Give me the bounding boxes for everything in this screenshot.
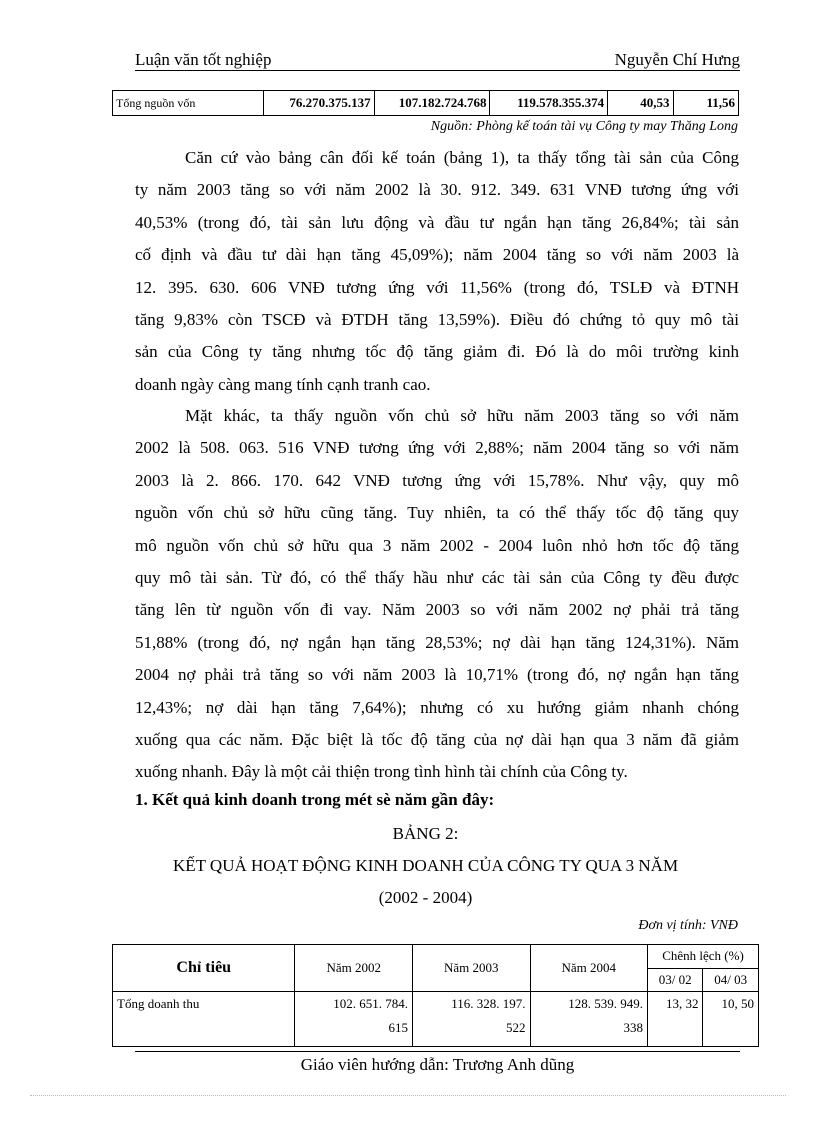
table-title: KẾT QUẢ HOẠT ĐỘNG KINH DOANH CỦA CÔNG TY QUA 3 NĂM bbox=[172, 856, 679, 875]
paragraph-1-line: sản của Công ty tăng nhưng tốc độ tăng giảm đi. Đó là do môi trường kinh bbox=[135, 342, 739, 362]
table-header-row bbox=[113, 945, 759, 969]
col-2003: Năm 2003 bbox=[412, 945, 530, 992]
diff-03-02: 40,53 bbox=[608, 91, 673, 116]
revenue-2002 bbox=[295, 992, 413, 1047]
paragraph-1-line: tăng 9,83% còn TSCĐ và ĐTDH tăng 13,59%). Điều đó chứng tỏ quy mô tài bbox=[135, 309, 739, 329]
paragraph-2-line: tăng lên từ nguồn vốn đi vay. Năm 2003 so với năm 2002 nợ phải trả tăng bbox=[135, 600, 739, 620]
revenue-2002-part: 615 bbox=[388, 1020, 408, 1035]
paragraph-2-line: nguồn vốn chủ sở hữu cũng tăng. Tuy nhiên, ta có thể thấy tốc độ tăng quy bbox=[135, 503, 739, 523]
paragraph-1-line: cố định và đầu tư dài hạn tăng 45,09%); năm 2004 tăng so với năm 2003 là bbox=[135, 245, 739, 265]
paragraph-1 bbox=[135, 142, 739, 401]
col-2002: Năm 2002 bbox=[295, 945, 413, 992]
paragraph-2-line: Mặt khác, ta thấy nguồn vốn chủ sở hữu năm 2003 tăng so với năm bbox=[185, 406, 739, 425]
revenue-2004 bbox=[530, 992, 648, 1047]
revenue-2002-part: 102. 651. 784. bbox=[333, 996, 408, 1011]
table-row bbox=[113, 992, 759, 1047]
table-row bbox=[113, 91, 739, 116]
paragraph-2-line: 2002 là 508. 063. 516 VNĐ tương ứng với 2,88%; năm 2004 tăng so với năm bbox=[135, 438, 739, 458]
revenue-2004-part: 338 bbox=[623, 1020, 644, 1035]
diff-04-03: 11,56 bbox=[673, 91, 738, 116]
unit-note: Đơn vị tính: VNĐ bbox=[638, 918, 738, 933]
paragraph-2-line: 2004 nợ phải trả tăng so với năm 2003 là 10,71% (trong đó, nợ ngắn hạn tăng bbox=[135, 665, 739, 685]
value-2003: 107.182.724.768 bbox=[374, 91, 490, 116]
page-edge-divider bbox=[30, 1095, 786, 1096]
paragraph-2-line: mô nguồn vốn chủ sở hữu qua 3 năm 2002 - 2004 luôn nhỏ hơn tốc độ tăng bbox=[135, 535, 739, 555]
paragraph-2-line: quy mô tài sản. Từ đó, có thể thấy hầu như các tài sản của Công ty đều được bbox=[135, 567, 739, 587]
paragraph-1-line: Căn cứ vào bảng cân đối kế toán (bảng 1), ta thấy tổng tài sản của Công bbox=[185, 148, 739, 167]
paragraph-2-line: xuống nhanh. Đây là một cải thiện trong tình hình tài chính của Công ty. bbox=[135, 762, 628, 782]
paragraph-2-line: xuống qua các năm. Đặc biệt là tốc độ tăng của nợ dài hạn qua 3 năm đã giảm bbox=[135, 729, 739, 749]
header-author: Nguyễn Chí Hưng bbox=[614, 50, 740, 69]
footer-divider bbox=[135, 1051, 740, 1052]
table-years: (2002 - 2004) bbox=[378, 888, 473, 907]
value-2004: 119.578.355.374 bbox=[490, 91, 608, 116]
col-diff-03-02: 03/ 02 bbox=[648, 968, 703, 992]
paragraph-2-line: 2003 là 2. 866. 170. 642 VNĐ tương ứng với 15,78%. Như vậy, quy mô bbox=[135, 470, 739, 490]
paragraph-1-line: doanh ngày càng mang tính cạnh tranh cao. bbox=[135, 374, 431, 394]
total-capital-table bbox=[112, 90, 739, 116]
header-title: Luận văn tốt nghiệp bbox=[135, 50, 272, 69]
col-2004: Năm 2004 bbox=[530, 945, 648, 992]
business-results-table bbox=[112, 944, 759, 1047]
source-note: Nguồn: Phòng kế toán tài vụ Công ty may Thăng Long bbox=[430, 119, 738, 134]
row-label: Tổng doanh thu bbox=[113, 992, 295, 1047]
revenue-2003-part: 116. 328. 197. bbox=[451, 996, 526, 1011]
diff-03-02: 13, 32 bbox=[648, 992, 703, 1047]
paragraph-2-line: 51,88% (trong đó, nợ ngắn hạn tăng 28,53%; nợ dài hạn tăng 124,31%). Năm bbox=[135, 632, 739, 652]
col-indicator: Chỉ tiêu bbox=[113, 945, 295, 992]
row-label: Tổng nguồn vốn bbox=[113, 91, 264, 116]
section-heading: 1. Kết quả kinh doanh trong mét sè năm gần đây: bbox=[135, 790, 495, 809]
paragraph-1-line: 40,53% (trong đó, tài sản lưu động và đầu tư ngắn hạn tăng 26,84%; tài sản bbox=[135, 212, 739, 232]
page-header bbox=[135, 48, 740, 71]
revenue-2003-part: 522 bbox=[506, 1020, 526, 1035]
diff-04-03: 10, 50 bbox=[703, 992, 759, 1047]
col-diff: Chênh lệch (%) bbox=[648, 945, 759, 969]
revenue-2004-part: 128. 539. 949. bbox=[568, 996, 644, 1011]
value-2002: 76.270.375.137 bbox=[263, 91, 374, 116]
paragraph-2-line: 12,43%; nợ dài hạn tăng 7,64%); nhưng có xu hướng giảm nhanh chóng bbox=[135, 697, 739, 717]
revenue-2003 bbox=[412, 992, 530, 1047]
paragraph-2 bbox=[135, 400, 739, 789]
paragraph-1-line: 12. 395. 630. 606 VNĐ tương ứng với 11,56% (trong đó, TSLĐ và ĐTNH bbox=[135, 277, 739, 297]
paragraph-1-line: ty năm 2003 tăng so với năm 2002 là 30. 912. 349. 631 VNĐ tương ứng với bbox=[135, 180, 739, 200]
col-diff-04-03: 04/ 03 bbox=[703, 968, 759, 992]
table-number: BẢNG 2: bbox=[392, 824, 459, 843]
page-footer: Giáo viên hướng dẫn: Trương Anh dũng bbox=[300, 1055, 575, 1074]
